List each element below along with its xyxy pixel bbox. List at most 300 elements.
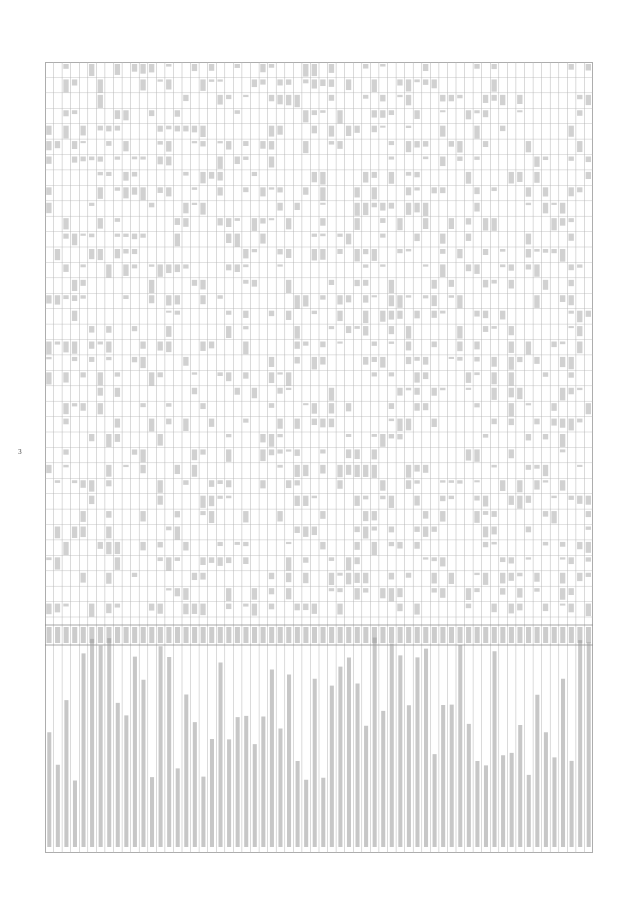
cell-mark [63,295,68,299]
cell-mark [192,573,197,580]
cell-mark [354,280,359,286]
cell-mark [509,388,514,398]
cell-mark [491,95,496,101]
cell-mark [491,280,496,284]
cell-mark [192,126,197,133]
cell-mark [586,403,591,414]
cell-mark [303,295,308,306]
cell-mark [372,542,377,555]
cell-mark [414,357,419,361]
cell-mark [89,434,94,441]
cell-mark [569,557,574,564]
cell-mark [72,234,77,246]
cell-mark [423,64,428,71]
cell-mark [158,141,163,145]
cell-mark [183,264,188,268]
cell-mark [55,141,60,148]
cell-mark [63,372,68,382]
cell-mark [389,527,394,533]
cell-mark [586,157,591,163]
cell-mark [89,326,94,332]
cell-mark [526,249,531,257]
header-cell-mark [423,627,428,643]
cell-mark [534,157,539,167]
cell-mark [354,187,359,197]
cell-mark [312,527,317,536]
header-cell-mark [201,627,206,643]
cell-mark [346,403,351,411]
cell-mark [89,157,94,161]
cell-mark [175,527,180,540]
cell-mark [277,388,282,394]
cell-mark [217,496,222,499]
cell-mark [363,357,368,365]
cell-mark [354,527,359,533]
header-cell-mark [192,627,197,643]
cell-mark [509,280,514,289]
cell-mark [149,264,154,266]
cell-mark [158,434,163,446]
cell-mark [543,434,548,439]
cell-mark [491,511,496,517]
cell-mark [457,157,462,161]
cell-mark [303,187,308,194]
cell-mark [89,480,94,491]
cell-mark [320,234,325,237]
header-cell-mark [552,627,557,643]
cell-mark [509,342,514,353]
header-cell-mark [209,627,214,643]
cell-mark [183,126,188,132]
cell-mark [406,249,411,251]
cell-mark [46,357,51,359]
cell-mark [483,573,488,585]
cell-mark [389,295,394,306]
cell-mark [509,326,514,335]
cell-mark [449,218,454,229]
cell-mark [243,280,248,284]
cell-mark [106,511,111,518]
cell-mark [80,234,85,236]
cell-mark [337,295,342,304]
cell-mark [372,449,377,459]
cell-mark [72,527,77,538]
header-cell-mark [483,627,488,643]
cell-mark [123,249,128,254]
cell-mark [132,234,137,240]
cell-mark [389,311,394,320]
cell-mark [389,203,394,209]
cell-mark [569,419,574,431]
cell-mark [89,234,94,238]
cell-mark [491,542,496,545]
cell-mark [526,465,531,470]
cell-mark [277,419,282,429]
cell-mark [295,604,300,611]
cell-mark [89,357,94,362]
cell-mark [586,573,591,577]
cell-mark [140,234,145,238]
cell-mark [115,542,120,554]
cell-mark [474,157,479,160]
cell-mark [380,203,385,211]
header-cell-mark [492,627,497,643]
cell-mark [72,357,77,361]
cell-mark [363,496,368,500]
cell-mark [320,172,325,185]
cell-mark [440,588,445,598]
cell-mark [55,557,60,569]
cell-mark [380,434,385,447]
cell-mark [560,434,565,447]
cell-mark [534,419,539,425]
cell-mark [491,64,496,69]
cell-mark [466,172,471,184]
cell-mark [406,126,411,128]
cell-mark [80,126,85,136]
cell-mark [586,496,591,505]
cell-mark [414,187,419,190]
cell-mark [432,295,437,306]
cell-mark [243,157,248,160]
cell-mark [474,264,479,273]
cell-mark [517,172,522,182]
cell-mark [551,419,556,426]
cell-mark [166,557,171,570]
cell-mark [63,604,68,607]
cell-mark [72,141,77,149]
cell-mark [158,542,163,548]
cell-mark [372,357,377,362]
cell-mark [123,110,128,120]
cell-mark [509,557,514,563]
header-cell-mark [389,627,394,643]
cell-mark [363,588,368,592]
cell-mark [80,573,85,583]
cell-mark [209,496,214,507]
cell-mark [389,434,394,438]
cell-mark [380,95,385,102]
cell-mark [166,419,171,425]
header-cell-mark [269,627,274,643]
cell-mark [166,264,171,273]
cell-mark [337,311,342,321]
cell-mark [123,141,128,151]
cell-mark [509,419,514,426]
cell-mark [140,542,145,550]
cell-mark [106,434,111,447]
cell-mark [569,280,574,286]
cell-mark [286,542,291,544]
cell-mark [303,573,308,583]
cell-mark [183,95,188,101]
cell-mark [89,64,94,76]
cell-mark [303,110,308,122]
cell-mark [560,295,565,302]
cell-mark [303,604,308,610]
cell-mark [269,372,274,383]
cell-mark [363,203,368,215]
cell-mark [312,419,317,425]
cell-mark [217,218,222,225]
cell-mark [166,588,171,590]
cell-mark [560,249,565,262]
cell-mark [440,496,445,501]
cell-mark [286,372,291,385]
cell-mark [166,141,171,152]
cell-mark [183,419,188,431]
cell-mark [243,419,248,423]
cell-mark [295,357,300,364]
cell-mark [217,95,222,105]
cell-mark [397,419,402,431]
cell-mark [354,203,359,216]
cell-mark [140,187,145,200]
cell-mark [406,419,411,431]
cell-mark [209,511,214,523]
cell-mark [209,79,214,81]
cell-mark [269,403,274,408]
cell-mark [380,126,385,128]
cell-mark [577,573,582,581]
cell-mark [389,542,394,546]
cell-mark [183,480,188,485]
cell-mark [72,280,77,291]
cell-mark [509,372,514,385]
cell-mark [354,449,359,459]
cell-mark [543,511,548,517]
cell-mark [551,249,556,253]
cell-mark [380,588,385,598]
cell-mark [98,79,103,92]
cell-mark [72,79,77,85]
cell-mark [509,172,514,184]
cell-mark [295,419,300,429]
header-cell-mark [543,627,548,643]
cell-mark [509,573,514,581]
cell-mark [277,264,282,266]
cell-mark [483,95,488,103]
cell-mark [106,264,111,277]
cell-mark [286,95,291,105]
cell-mark [252,588,257,600]
cell-mark [397,434,402,439]
cell-mark [329,126,334,137]
cell-mark [329,388,334,401]
cell-mark [414,234,419,241]
cell-mark [517,496,522,509]
cell-mark [260,79,265,84]
cell-mark [175,557,180,561]
cell-mark [509,357,514,370]
cell-mark [200,203,205,215]
cell-mark [586,311,591,317]
cell-mark [277,465,282,468]
cell-mark [158,264,163,276]
cell-mark [200,573,205,580]
cell-mark [389,403,394,409]
cell-mark [98,172,103,175]
cell-mark [149,110,154,116]
cell-mark [414,403,419,411]
cell-mark [380,496,385,500]
cell-mark [140,449,145,462]
cell-mark [380,480,385,490]
cell-mark [466,234,471,241]
cell-mark [389,141,394,145]
cell-mark [260,234,265,244]
cell-mark [286,557,291,570]
cell-mark [500,588,505,594]
cell-mark [312,79,317,88]
cell-mark [123,187,128,198]
cell-mark [149,280,154,293]
cell-mark [560,449,565,452]
cell-mark [46,372,51,384]
cell-mark [432,557,437,561]
cell-mark [235,64,240,68]
cell-mark [406,95,411,105]
cell-mark [432,342,437,348]
cell-mark [560,419,565,428]
cell-mark [586,604,591,616]
cell-mark [380,311,385,322]
cell-mark [269,218,274,220]
cell-mark [569,295,574,305]
cell-mark [380,234,385,238]
cell-mark [235,234,240,247]
cell-mark [569,604,574,613]
cell-mark [500,573,505,584]
cell-mark [158,372,163,377]
cell-mark [312,126,317,134]
cell-mark [346,79,351,90]
header-cell-mark [158,627,163,643]
cell-mark [440,480,445,482]
cell-mark [217,172,222,181]
cell-mark [89,203,94,206]
cell-mark [329,79,334,86]
cell-mark [466,110,471,119]
cell-mark [286,311,291,320]
cell-mark [449,295,454,298]
cell-mark [303,64,308,77]
cell-mark [526,141,531,152]
cell-mark [577,388,582,390]
cell-mark [372,110,377,117]
cell-mark [474,357,479,362]
cell-mark [414,372,419,382]
cell-mark [106,172,111,176]
cell-mark [115,388,120,397]
cell-mark [372,434,377,437]
cell-mark [269,141,274,149]
cell-mark [140,357,145,368]
cell-mark [363,64,368,69]
cell-mark [200,403,205,409]
cell-mark [491,465,496,468]
cell-mark [217,480,222,484]
cell-mark [183,172,188,176]
cell-mark [252,218,257,231]
header-cell-mark [98,627,103,643]
cell-mark [217,557,222,566]
cell-mark [432,527,437,532]
cell-mark [569,388,574,395]
cell-mark [414,496,419,506]
cell-mark [115,234,120,237]
cell-mark [312,64,317,76]
cell-mark [517,588,522,597]
cell-mark [63,449,68,454]
cell-mark [80,480,85,488]
header-cell-mark [363,627,368,643]
cell-mark [569,588,574,595]
cell-mark [577,110,582,116]
cell-mark [483,249,488,255]
cell-mark [517,388,522,399]
cell-mark [106,527,111,539]
cell-mark [363,172,368,183]
header-cell-mark [252,627,257,643]
cell-mark [500,264,505,267]
cell-mark [115,434,120,442]
cell-mark [586,95,591,105]
cell-mark [149,64,154,72]
cell-mark [295,496,300,506]
cell-mark [243,249,248,258]
cell-mark [560,218,565,226]
cell-mark [158,480,163,493]
cell-mark [389,588,394,601]
cell-mark [235,388,240,395]
cell-mark [123,295,128,299]
cell-mark [132,187,137,194]
cell-mark [560,604,565,606]
cell-mark [320,342,325,348]
cell-mark [63,64,68,69]
cell-mark [517,604,522,611]
cell-mark [98,157,103,162]
cell-mark [457,326,462,338]
header-cell-mark [449,627,454,643]
cell-mark [312,496,317,499]
cell-mark [46,604,51,615]
cell-mark [491,372,496,384]
cell-mark [209,342,214,349]
cell-mark [63,218,68,229]
cell-mark [389,326,394,334]
cell-mark [277,126,282,135]
cell-mark [269,434,274,447]
cell-mark [543,203,548,214]
cell-mark [269,126,274,137]
cell-mark [534,573,539,582]
cell-mark [551,403,556,411]
cell-mark [63,419,68,425]
cell-mark [277,95,282,105]
cell-mark [115,64,120,75]
cell-mark [80,372,85,377]
cell-mark [209,557,214,563]
cell-mark [158,342,163,351]
cell-mark [337,588,342,592]
cell-mark [140,403,145,407]
cell-mark [509,449,514,458]
cell-mark [397,249,402,253]
cell-mark [63,264,68,272]
header-cell-mark [303,627,308,643]
